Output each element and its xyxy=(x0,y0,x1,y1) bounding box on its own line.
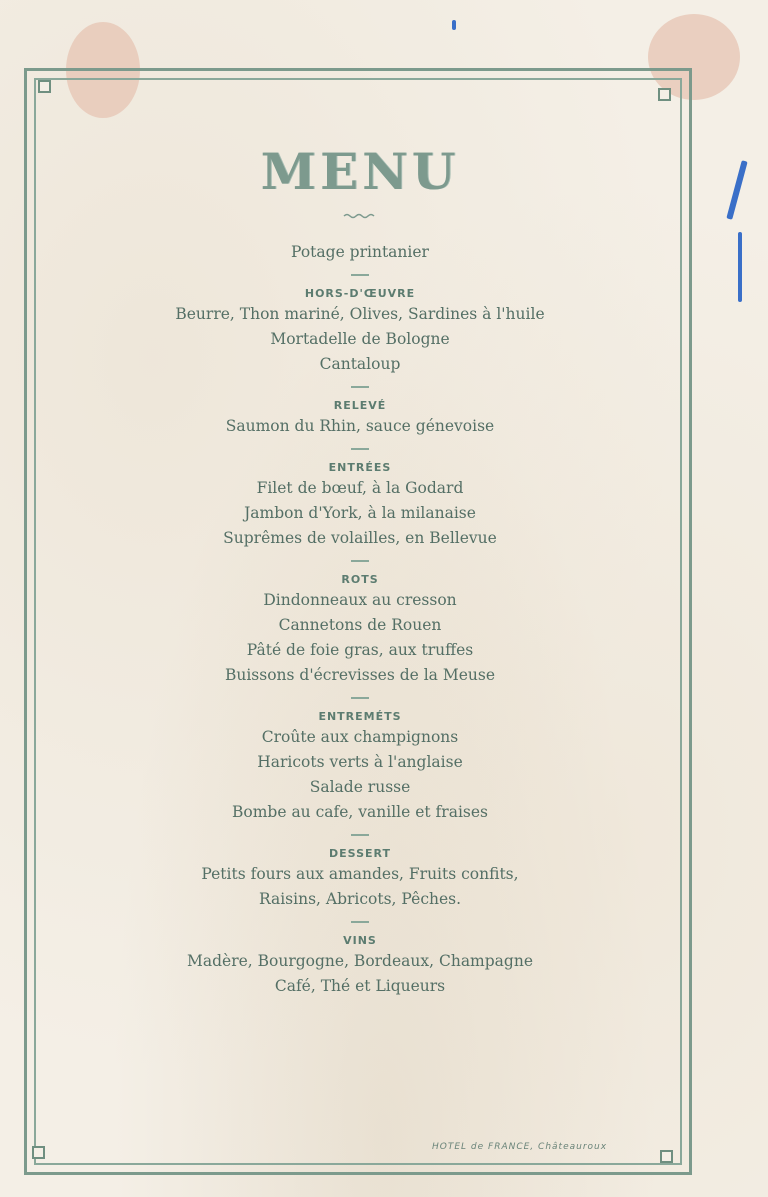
menu-item: Café, Thé et Liqueurs xyxy=(274,977,446,995)
section-divider xyxy=(351,386,369,388)
section-heading: VINS xyxy=(343,934,377,947)
first-course: Potage printanier xyxy=(291,243,429,261)
menu-item: Salade russe xyxy=(309,778,411,796)
menu-item: Dindonneaux au cresson xyxy=(263,591,457,609)
section-heading: ENTREMÉTS xyxy=(318,710,402,723)
section-heading: ENTRÉES xyxy=(328,461,392,474)
section-divider xyxy=(351,697,369,699)
footer-printer: HOTEL de FRANCE, Châteauroux xyxy=(432,1142,608,1152)
menu-item: Croûte aux champignons xyxy=(261,728,459,746)
menu-item: Bombe au cafe, vanille et fraises xyxy=(232,803,488,821)
corner-ornament xyxy=(38,80,51,93)
menu-item: Madère, Bourgogne, Bordeaux, Champagne xyxy=(186,952,533,970)
section-divider xyxy=(351,560,369,562)
menu-section xyxy=(60,846,660,912)
menu-item: Suprêmes de volailles, en Bellevue xyxy=(223,529,497,547)
menu-item: Filet de bœuf, à la Godard xyxy=(256,479,464,497)
section-heading: ROTS xyxy=(341,573,379,586)
menu-content xyxy=(60,140,660,999)
menu-item: Petits fours aux amandes, Fruits confits, xyxy=(201,865,519,883)
section-heading: HORS-D'ŒUVRE xyxy=(304,287,416,300)
section-divider xyxy=(351,921,369,923)
corner-ornament xyxy=(32,1146,45,1159)
section-divider xyxy=(351,274,369,276)
menu-section xyxy=(60,572,660,688)
ink-mark xyxy=(726,160,747,220)
menu-section xyxy=(60,709,660,825)
menu-item: Pâté de foie gras, aux truffes xyxy=(246,641,474,659)
menu-item: Jambon d'York, à la milanaise xyxy=(244,504,476,522)
section-divider xyxy=(351,448,369,450)
menu-item: Buissons d'écrevisses de la Meuse xyxy=(224,666,496,684)
menu-title: MENU xyxy=(260,142,460,201)
menu-item: Cantaloup xyxy=(319,355,401,373)
menu-item: Saumon du Rhin, sauce génevoise xyxy=(225,417,495,435)
menu-section xyxy=(60,398,660,439)
menu-item: Beurre, Thon mariné, Olives, Sardines à l'huile xyxy=(175,305,545,323)
menu-section xyxy=(60,933,660,999)
menu-item: Raisins, Abricots, Pêches. xyxy=(258,890,462,908)
squiggle-ornament xyxy=(343,212,377,220)
corner-ornament xyxy=(660,1150,673,1163)
section-divider xyxy=(351,834,369,836)
menu-section xyxy=(60,286,660,377)
menu-item: Haricots verts à l'anglaise xyxy=(257,753,463,771)
ink-mark xyxy=(738,232,742,302)
section-heading: DESSERT xyxy=(329,847,391,860)
ink-dot xyxy=(452,20,456,30)
section-heading: RELEVÉ xyxy=(333,399,387,412)
menu-item: Mortadelle de Bologne xyxy=(270,330,450,348)
menu-item: Cannetons de Rouen xyxy=(278,616,442,634)
corner-ornament xyxy=(658,88,671,101)
menu-section xyxy=(60,460,660,551)
